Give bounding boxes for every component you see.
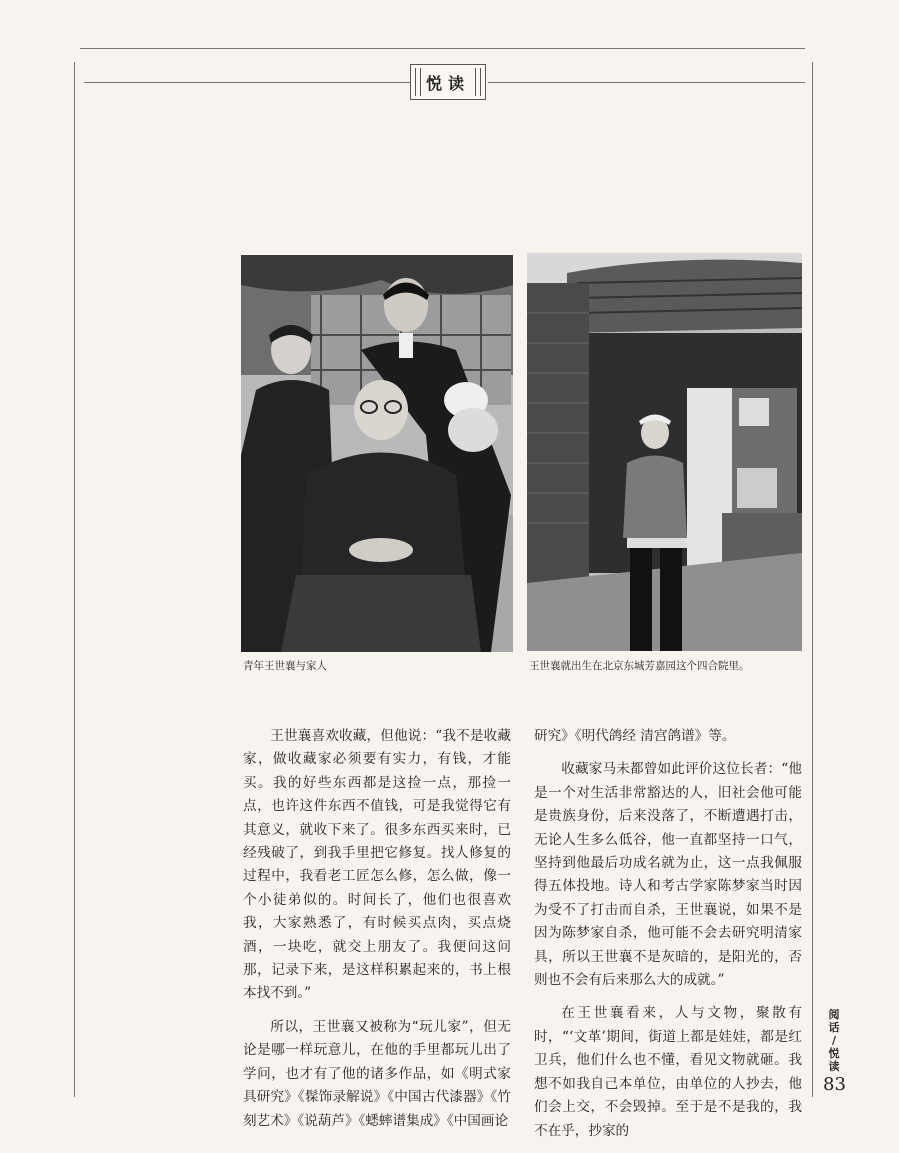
- section-title: 悦读: [425, 73, 470, 93]
- article-column-right: [534, 725, 802, 1153]
- photo-caption-family: 青年王世襄与家人: [243, 660, 327, 672]
- header-rule-left: [84, 82, 410, 83]
- footer-magazine-name: 阅话: [828, 1008, 840, 1034]
- footer-section-label: [826, 1008, 842, 1073]
- photo-caption-courtyard: 王世襄就出生在北京东城芳嘉园这个四合院里。: [529, 660, 750, 672]
- footer-slash: /: [831, 1034, 837, 1047]
- photo-family-portrait: [241, 255, 513, 652]
- footer-section-name: 悦读: [828, 1047, 840, 1073]
- article-paragraph: 收藏家马未都曾如此评价这位长者：“他是一个对生活非常豁达的人，旧社会他可能是贵族身份，后来没落了，不断遭遇打击，无论人生多么低谷，他一直都坚持一口气，坚持到他最后功成名就为止，这一点我佩服得五体投地。诗人和考古学家陈梦家当时因为受不了打击而自杀，王世襄说，如果不是因为陈梦家自杀，他可能不会去研究明清家具，所以王世襄不是灰暗的，是阳光的，否则也不会有后来那么大的成就。”: [534, 761, 802, 989]
- article-column-left: [243, 725, 511, 1143]
- section-badge: [410, 64, 486, 100]
- right-margin-rule: [812, 62, 813, 1097]
- top-rule: [80, 48, 805, 49]
- left-margin-rule: [74, 62, 75, 1097]
- article-paragraph: 所以，王世襄又被称为“玩儿家”，但无论是哪一样玩意儿，在他的手里都玩儿出了学问，也才有了他的诸多作品，如《明式家具研究》《髹饰录解说》《中国古代漆器》《竹刻艺术》《说葫芦》《蟋蟀谱集成》《中国画论: [243, 1018, 511, 1129]
- photo-courtyard: [527, 253, 802, 651]
- page-number: 83: [823, 1074, 846, 1095]
- article-paragraph: 王世襄喜欢收藏，但他说：“我不是收藏家，做收藏家必须要有实力，有钱，才能买。我的好些东西都是这捡一点，那捡一点，也许这件东西不值钱，可是我觉得它有其意义，就收下来了。很多东西买来时，已经残破了，到我手里把它修复。找人修复的过程中，我看老工匠怎么修，怎么做，像一个小徒弟似的。时间长了，他们也很喜欢我，大家熟悉了，有时候买点肉，买点烧酒，一块吃，就交上朋友了。我便问这问那，记录下来，是这样积累起来的，书上根本找不到。”: [243, 728, 511, 1002]
- header-rule-right: [488, 82, 805, 83]
- article-paragraph-continued: 研究》《明代鸽经 清宫鸽谱》等。: [534, 728, 736, 744]
- article-paragraph: 在王世襄看来，人与文物，聚散有时，“‘文革’期间，街道上都是娃娃，都是红卫兵，他们什么也不懂，看见文物就砸。我想不如我自己本单位，由单位的人抄去，他们会上交，不会毁掉。至于是不是我的，我不在乎，抄家的: [534, 1005, 802, 1139]
